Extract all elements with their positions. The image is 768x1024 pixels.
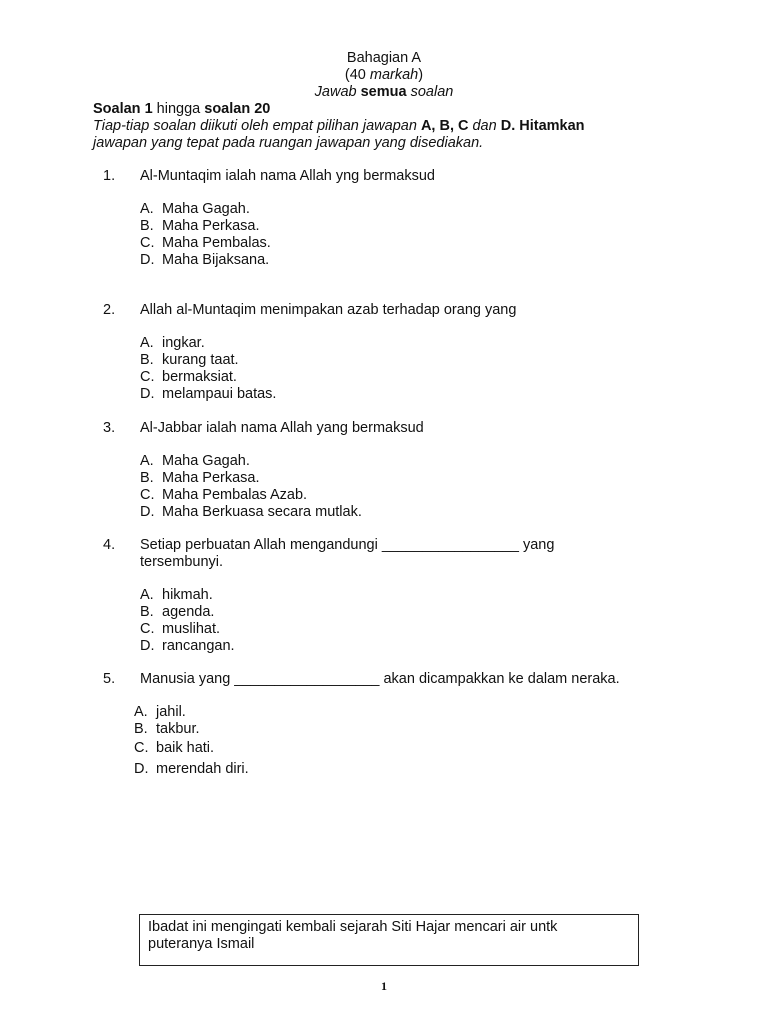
hint-box [139,914,639,966]
marks-close: ) [418,67,424,83]
option-b[interactable] [140,604,235,621]
option-text: ingkar. [162,335,205,351]
option-letter: A. [134,704,148,720]
section-title: Bahagian A [346,50,422,66]
option-c[interactable] [140,621,235,638]
marks-word: markah [369,67,419,83]
hint-box-line: puteranya Ismail [148,936,255,952]
options-1 [140,201,271,269]
option-letter: B. [140,604,154,620]
instr-question-start: Soalan 1 [93,101,153,117]
option-text: Maha Pembalas. [162,235,271,251]
soalan-word: soalan [410,84,454,100]
option-letter: D. [140,504,155,520]
instr-hingga: hingga [152,101,205,117]
option-letter: C. [134,740,149,756]
question-text-line: Setiap perbuatan Allah mengandungi _________________ yang [140,537,555,553]
option-a[interactable] [140,587,235,604]
question-text-line: Al-Muntaqim ialah nama Allah yng bermaksud [140,168,435,184]
option-text: Maha Gagah. [162,453,250,469]
option-letter: A. [140,335,154,351]
options-5 [134,704,249,778]
option-letter: B. [134,721,148,737]
option-text: Maha Pembalas Azab. [162,487,308,503]
question-number: 1. [103,168,116,184]
option-c[interactable] [134,740,249,761]
option-b[interactable] [140,218,271,235]
option-c[interactable] [140,235,271,252]
question-text [140,420,660,437]
option-text: baik hati. [156,740,215,756]
marks-line [0,67,768,84]
option-text: Maha Berkuasa secara mutlak. [162,504,362,520]
option-letter: C. [140,487,155,503]
option-b[interactable] [140,470,362,487]
options-3 [140,453,362,521]
option-letter: A. [140,453,154,469]
page-number: 1 [381,979,387,993]
option-d[interactable] [134,761,249,778]
option-text: jahil. [156,704,186,720]
instr-hitamkan: D. Hitamkan [500,118,585,134]
option-d[interactable] [140,504,362,521]
answer-all-line [0,84,768,101]
option-a[interactable] [134,704,249,721]
option-c[interactable] [140,487,362,504]
option-letter: B. [140,470,154,486]
marks-open: (40 [344,67,370,83]
question-text-line: Allah al-Muntaqim menimpakan azab terhadap orang yang [140,302,517,318]
option-text: Maha Perkasa. [162,218,260,234]
option-text: Maha Bijaksana. [162,252,270,268]
option-letter: C. [140,621,155,637]
option-text: Maha Gagah. [162,201,250,217]
option-letter: D. [134,761,149,777]
option-d[interactable] [140,252,271,269]
option-letter: A. [140,587,154,603]
hint-box-line: Ibadat ini mengingati kembali sejarah Siti Hajar mencari air untk [148,919,558,935]
instructions [93,101,733,152]
option-a[interactable] [140,453,362,470]
option-b[interactable] [140,352,276,369]
option-letter: D. [140,638,155,654]
options-4 [140,587,235,655]
option-b[interactable] [134,721,249,740]
option-text: agenda. [162,604,215,620]
instr-question-end: soalan 20 [204,101,271,117]
instr-choices: A, B, C [420,118,469,134]
instr-text-1: Tiap-tiap soalan diikuti oleh empat pilihan jawapan [93,118,421,134]
option-letter: D. [140,386,155,402]
option-d[interactable] [140,386,276,403]
option-letter: B. [140,218,154,234]
question-text-line: tersembunyi. [140,554,224,570]
question-text [140,302,660,319]
option-c[interactable] [140,369,276,386]
question-number: 2. [103,302,116,318]
options-2 [140,335,276,403]
instructions-line-2 [93,118,733,135]
question-number: 5. [103,671,116,687]
option-letter: C. [140,369,155,385]
question-text [140,168,660,185]
option-text: merendah diri. [156,761,249,777]
option-a[interactable] [140,201,271,218]
instructions-line-1 [93,101,733,118]
option-text: takbur. [156,721,200,737]
option-text: rancangan. [162,638,235,654]
question-number: 4. [103,537,116,553]
jawab-word: Jawab [314,84,357,100]
question-text [140,537,660,571]
option-letter: B. [140,352,154,368]
instructions-line-3: jawapan yang tepat pada ruangan jawapan yang disediakan. [93,135,484,151]
question-text [140,671,660,688]
section-header [0,50,768,101]
option-letter: A. [140,201,154,217]
option-a[interactable] [140,335,276,352]
question-text-line: Al-Jabbar ialah nama Allah yang bermaksud [140,420,424,436]
option-letter: C. [140,235,155,251]
option-text: kurang taat. [162,352,239,368]
option-text: bermaksiat. [162,369,237,385]
option-text: melampaui batas. [162,386,277,402]
question-number: 3. [103,420,116,436]
option-letter: D. [140,252,155,268]
semua-word: semua [360,84,407,100]
option-d[interactable] [140,638,235,655]
option-text: hikmah. [162,587,213,603]
question-text-line: Manusia yang __________________ akan dicampakkan ke dalam neraka. [140,671,620,687]
option-text: muslihat. [162,621,221,637]
instr-dan: dan [468,118,501,134]
option-text: Maha Perkasa. [162,470,260,486]
